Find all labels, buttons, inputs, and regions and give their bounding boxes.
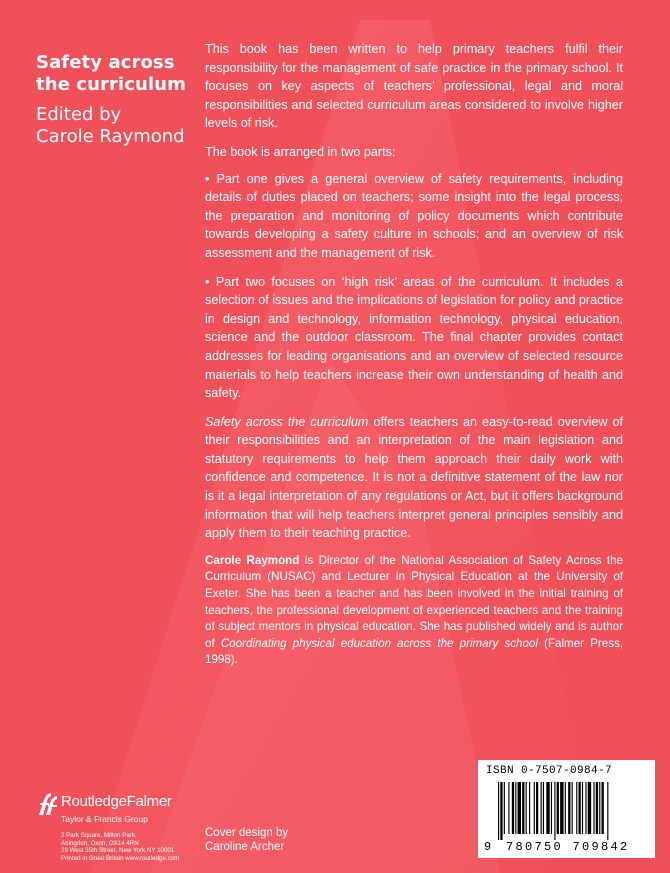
address-line: Abingdon, Oxon, OX14 4RN — [61, 839, 139, 847]
barcode-bar — [596, 782, 598, 834]
address-line: 29 West 35th Street, New York NY 10001 — [61, 847, 175, 855]
barcode — [498, 782, 648, 840]
summary-title: Safety across the curriculum — [205, 414, 369, 429]
barcode-bar — [529, 782, 530, 834]
address-line: 2 Park Square, Milton Park, — [61, 832, 137, 839]
isbn-label: ISBN 0-7507-0984-7 — [486, 765, 613, 777]
publisher-name: RoutledgeFalmer — [61, 793, 172, 810]
cover-design-line2: Caroline Archer — [205, 841, 285, 853]
bio-book-title: Coordinating physical education across the primary school — [220, 636, 538, 650]
summary-paragraph — [205, 413, 623, 543]
barcode-bar — [504, 782, 505, 834]
barcode-bar — [500, 782, 502, 840]
barcode-bar — [588, 782, 591, 834]
barcode-bar — [560, 782, 563, 834]
cover-design-line1: Cover design by — [205, 827, 289, 839]
book-title-line2: the curriculum — [36, 74, 186, 95]
barcode-bar — [512, 782, 514, 834]
barcode-bar — [526, 782, 527, 834]
editor-line2: Carole Raymond — [36, 126, 185, 147]
summary-text: offers teachers an easy-to-read overview of their responsibilities and an interpretation of the main legislation and statutory requirements to help them approach their daily work with confidence and competence. It is not a definitive statement of the law nor is it a legal interpretation of any regulations or Act, but it offers background information that will help teachers interpret general principles sensibly and apply them to their teaching practice. — [205, 414, 623, 541]
barcode-bar — [546, 782, 549, 834]
publisher-address — [61, 832, 206, 862]
editor-line1: Edited by — [36, 104, 122, 125]
cover-design-credit — [205, 826, 288, 854]
barcode-bar — [576, 782, 577, 834]
barcode-bar — [572, 782, 573, 834]
barcode-bar — [602, 782, 604, 834]
routledge-falmer-logo-icon — [36, 788, 58, 816]
barcode-bar — [607, 782, 608, 840]
editor-credit — [36, 104, 196, 148]
barcode-bar — [557, 782, 559, 834]
barcode-bar — [508, 782, 509, 834]
blurb — [205, 40, 623, 679]
publisher-group: Taylor & Francis Group — [61, 814, 148, 824]
barcode-bar — [565, 782, 566, 834]
barcode-bar — [541, 782, 542, 834]
isbn-barcode-box — [478, 760, 655, 858]
book-title — [36, 52, 196, 96]
barcode-bar — [536, 782, 538, 834]
book-title-line1: Safety across — [36, 52, 175, 73]
barcode-bar — [534, 782, 535, 834]
publisher-block — [36, 788, 206, 862]
intro-paragraph: This book has been written to help primary teachers fulfil their responsibility for the management of safe practice in the primary school. It focuses on key aspects of teachers’ professional, legal and moral responsibilities and selected curriculum areas considered to involve higher levels of risk. — [205, 42, 623, 131]
bio-text: is Director of the National Association of Safety Across the Curriculum (NUSAC) and Lecturer in Physical Education at the University of Exeter. She has been a teacher and has been involved in the initial training of teachers, the professional development of experienced teachers and the training of subject mentors in physical education. She has published widely and is author of — [205, 553, 623, 650]
address-line: Printed in Great Britain www.routledge.com — [61, 854, 180, 862]
barcode-bar — [518, 782, 521, 834]
bullet-part-two: • Part two focuses on ‘high risk’ areas of the curriculum. It includes a selection of issues and the implications of legislation for policy and practice in design and technology, information technology, physical education, science and the outdoor classroom. The final chapter provides contact addresses for leading organisations and an overview of selected resource materials to help teachers increase their own understanding of health and safety. — [205, 274, 623, 401]
isbn-first-digit: 9 — [484, 840, 492, 854]
author-name: Carole Raymond — [205, 553, 300, 567]
title-block — [36, 52, 196, 148]
barcode-bar — [543, 782, 544, 834]
arranged-paragraph: The book is arranged in two parts: — [205, 144, 396, 159]
barcode-bar — [582, 782, 583, 834]
barcode-bar — [551, 782, 552, 834]
barcode-bar — [568, 782, 570, 834]
bio-end: (Falmer Press, 1998). — [205, 636, 624, 667]
publisher-logo — [36, 788, 206, 816]
barcode-bar — [585, 782, 586, 834]
author-bio — [205, 553, 623, 669]
barcode-bar — [522, 782, 524, 834]
isbn-digits: 780750 709842 — [506, 840, 630, 854]
barcode-bar — [599, 782, 600, 834]
barcode-bar — [498, 782, 499, 840]
barcode-bar — [515, 782, 516, 834]
bullet-part-one: • Part one gives a general overview of safety requirements, including details of duties placed on teachers; some insight into the legal process; the preparation and monitoring of policy documents which contribute towards developing a safety culture in schools; and an overview of risk assessment and the management of risk. — [205, 171, 623, 260]
barcode-bar — [593, 782, 594, 834]
barcode-bar — [579, 782, 581, 834]
barcode-bar — [554, 782, 555, 840]
